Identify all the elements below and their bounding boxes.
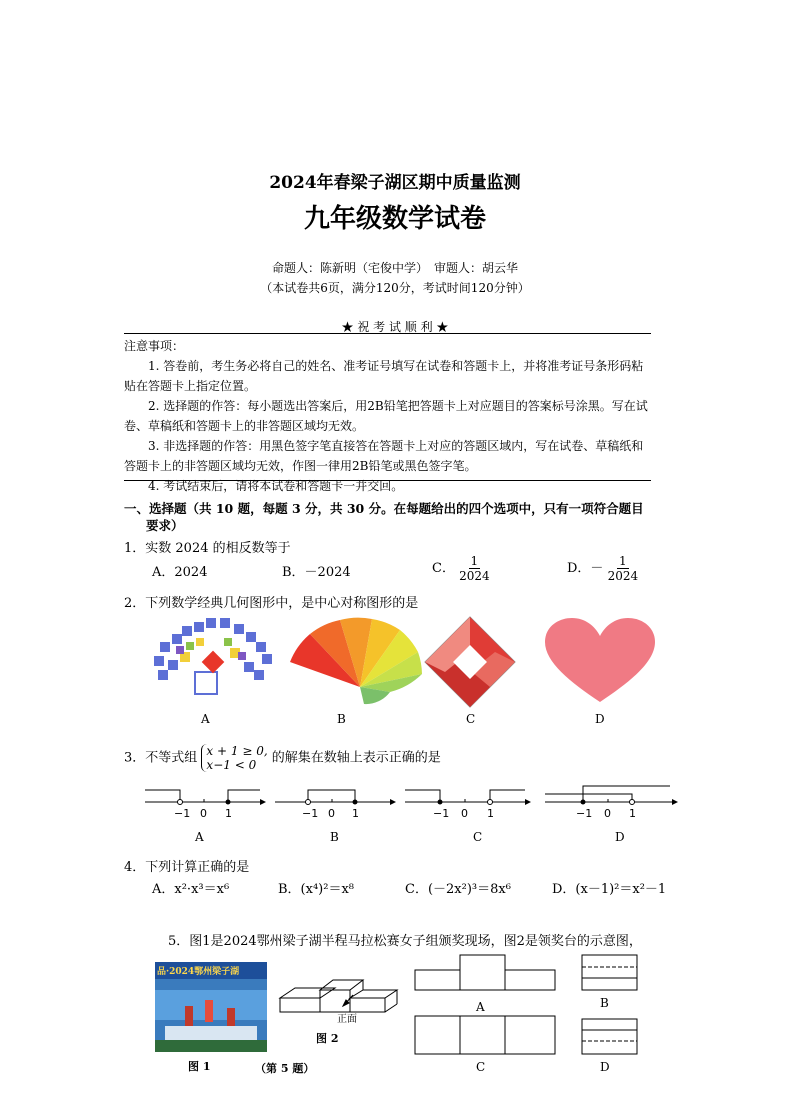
tick-label: 1	[629, 807, 636, 820]
photo-person	[205, 1000, 213, 1022]
q5-diagrams	[275, 950, 655, 1068]
q2-label-b: B	[337, 712, 346, 726]
exam-authors: 命题人：陈新明（宅俊中学） 审题人：胡云华	[271, 261, 518, 275]
exam-info: （本试卷共6页，满分120分，考试时间120分钟）	[260, 281, 530, 295]
fig1-caption: 图 1	[188, 1060, 211, 1073]
q3-label-d: D	[615, 830, 625, 844]
photo-podium	[165, 1026, 257, 1040]
q3-inequality-1: x + 1 ≥ 0,	[206, 744, 268, 758]
q4-option-a: A．x²·x³＝x⁶	[152, 882, 230, 897]
tick-label: −1	[433, 807, 450, 820]
view-d	[582, 1019, 637, 1054]
q1-option-c-prefix: C．	[432, 561, 455, 576]
podium-3d-figure	[280, 980, 397, 1012]
notes-item-2: 2. 选择题的作答：每小题选出答案后，用2B铅笔把答题卡上对应题目的答案标号涂黑。写在试卷、草稿纸和答题卡上的非答题区域均无效。	[124, 399, 648, 433]
q5-label-d: D	[600, 1060, 610, 1074]
number-line-a	[145, 790, 266, 820]
number-line-c	[405, 790, 531, 820]
section1-heading	[124, 500, 684, 534]
view-c	[415, 1016, 555, 1054]
notes-block	[124, 336, 654, 496]
view-a	[415, 955, 555, 990]
q1-option-a: A．2024	[152, 565, 208, 580]
notes-item-3: 3. 非选择题的作答：用黑色签字笔直接答在答题卡上对应的答题区域内，写在试卷、草稿纸和答题卡上的非答题区域均无效，作图一律用2B铅笔或黑色签字笔。	[124, 439, 644, 473]
divider-top	[124, 333, 651, 334]
tick-label: −1	[174, 807, 191, 820]
q5-stem: 5．图1是2024鄂州梁子湖半程马拉松赛女子组颁奖现场，图2是领奖台的示意图，	[168, 934, 642, 949]
q4-option-c: C．(－2x²)³＝8x⁶	[405, 882, 511, 897]
q1-option-d-prefix: D．－	[567, 561, 604, 576]
photo-person	[185, 1006, 193, 1026]
section1-heading-line1: 一、选择题（共 10 题，每题 3 分，共 30 分。在每题给出的四个选项中，只有一项符合题目	[124, 501, 644, 516]
tick-label: 1	[487, 807, 494, 820]
notes-item-1: 1. 答卷前，考生务必将自己的姓名、准考证号填写在试卷和答题卡上，并将准考证号条形码粘贴在答题卡上指定位置。	[124, 359, 644, 393]
fan-figure	[290, 618, 422, 704]
notes-heading: 注意事项：	[124, 339, 185, 353]
divider-bottom	[124, 480, 651, 481]
photo-person	[227, 1008, 235, 1026]
q5-caption: （第 5 题）	[255, 1062, 315, 1075]
q3-number-lines	[140, 772, 680, 822]
number-line-b	[275, 790, 396, 820]
notes-item-4: 4. 考试结束后，请将本试卷和答题卡一并交回。	[148, 479, 404, 493]
tick-label: 1	[352, 807, 359, 820]
exam-title-line2: 九年级数学试卷	[303, 204, 486, 234]
tick-label: 0	[200, 807, 207, 820]
q4-option-d: D．(x－1)²＝x²－1	[552, 882, 667, 897]
q4-stem: 4．下列计算正确的是	[124, 860, 250, 875]
tick-label: 0	[461, 807, 468, 820]
q1-option-b: B．－2024	[282, 565, 351, 580]
q3-label-a: A	[195, 830, 204, 844]
blessing: ★ 祝 考 试 顺 利 ★	[341, 320, 449, 334]
tick-label: −1	[576, 807, 593, 820]
q2-figures	[150, 612, 670, 712]
q2-label-a: A	[201, 712, 210, 726]
exam-title-line1: 2024年春梁子湖区期中质量监测	[269, 173, 521, 193]
tick-label: 1	[225, 807, 232, 820]
fig2-caption: 图 2	[316, 1032, 339, 1045]
q3-label-b: B	[330, 830, 339, 844]
q3-inequality-2: x−1 < 0	[206, 758, 257, 772]
q1-option-c	[432, 554, 490, 583]
q1-d-denominator: 2024	[607, 569, 639, 583]
view-b	[582, 955, 637, 990]
front-label: 正面	[337, 1014, 357, 1025]
q3-label-c: C	[473, 830, 483, 844]
pinwheel-square-figure	[425, 617, 515, 707]
q2-stem: 2．下列数学经典几何图形中，是中心对称图形的是	[124, 596, 419, 611]
q2-label-d: D	[595, 712, 605, 726]
q1-stem: 1．实数 2024 的相反数等于	[124, 541, 291, 556]
pythagoras-tree-figure	[154, 618, 272, 694]
tick-label: −1	[302, 807, 319, 820]
q1-c-numerator: 1	[470, 554, 479, 568]
q5-label-b: B	[600, 996, 609, 1010]
q4-option-b: B．(x⁴)²＝x⁸	[278, 882, 354, 897]
tick-label: 0	[328, 807, 335, 820]
q3-stem-prefix: 3．不等式组	[124, 750, 198, 766]
photo-floor	[155, 1040, 267, 1052]
q3-stem	[124, 744, 441, 772]
q1-option-d	[567, 554, 638, 583]
q1-c-denominator: 2024	[459, 569, 490, 583]
award-photo	[155, 962, 267, 1052]
number-line-d	[545, 786, 678, 820]
q5-label-a: A	[476, 1000, 485, 1014]
q5-label-c: C	[476, 1060, 486, 1074]
q3-stem-suffix: 的解集在数轴上表示正确的是	[271, 750, 441, 766]
q1-d-numerator: 1	[619, 554, 627, 568]
q2-label-c: C	[466, 712, 476, 726]
section1-heading-line2: 要求）	[146, 518, 184, 533]
tick-label: 0	[604, 807, 611, 820]
photo-banner: 品·2024鄂州梁子湖	[155, 962, 267, 979]
heart-figure	[545, 618, 655, 702]
